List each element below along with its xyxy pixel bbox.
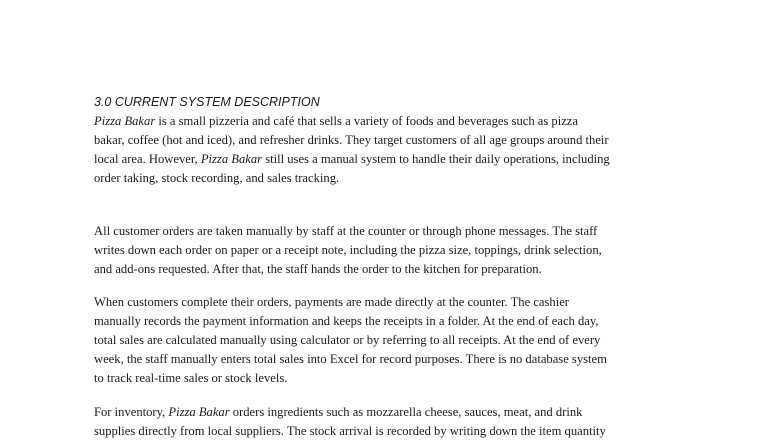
text-segment: still uses a manual system to handle their daily operations, including (262, 152, 610, 166)
text-line (94, 169, 694, 188)
text-segment: manually records the payment information and keeps the receipts in a folder. At the end of each day, (94, 314, 599, 328)
paragraph-order-taking (94, 222, 694, 279)
text-segment: is a small pizzeria and café that sells a variety of foods and beverages such as pizza (155, 114, 578, 128)
text-line (94, 222, 694, 241)
business-name: Pizza Bakar (94, 114, 156, 128)
text-segment: bakar, coffee (hot and iced), and refresher drinks. They target customers of all age groups around their (94, 133, 609, 147)
text-segment: and add-ons requested. After that, the staff hands the order to the kitchen for preparation. (94, 262, 542, 276)
text-line (94, 312, 694, 331)
section-heading: 3.0 CURRENT SYSTEM DESCRIPTION (94, 95, 320, 109)
text-line (94, 293, 694, 312)
paragraph-inventory (94, 403, 694, 441)
text-segment: For inventory, (94, 405, 169, 419)
text-line (94, 150, 694, 169)
paragraph-payments (94, 293, 694, 388)
text-line (94, 422, 694, 441)
business-name: Pizza Bakar (200, 152, 263, 166)
text-segment: supplies directly from local suppliers. The stock arrival is recorded by writing down the item quantity (94, 424, 606, 438)
business-name: Pizza Bakar (168, 405, 230, 419)
text-segment: total sales are calculated manually using calculator or by referring to all receipts. At the end of every (94, 333, 601, 347)
text-segment: All customer orders are taken manually by staff at the counter or through phone messages. The staff (94, 224, 598, 238)
text-segment: order taking, stock recording, and sales tracking. (94, 171, 340, 185)
text-line (94, 131, 694, 150)
text-line (94, 331, 694, 350)
text-line (94, 350, 694, 369)
text-segment: orders ingredients such as mozzarella cheese, sauces, meat, and drink (229, 405, 583, 419)
text-segment: When customers complete their orders, payments are made directly at the counter. The cashier (94, 295, 569, 309)
text-segment: local area. However, (94, 152, 201, 166)
text-line (94, 369, 694, 388)
text-segment: week, the staff manually enters total sales into Excel for record purposes. There is no database system (94, 352, 607, 366)
text-line (94, 403, 694, 422)
text-line (94, 260, 694, 279)
paragraph-intro (94, 112, 694, 188)
text-line (94, 112, 694, 131)
text-segment: writes down each order on paper or a receipt note, including the pizza size, toppings, drink selection, (94, 243, 602, 257)
text-segment: to track real-time sales or stock levels. (94, 371, 288, 385)
text-line (94, 241, 694, 260)
